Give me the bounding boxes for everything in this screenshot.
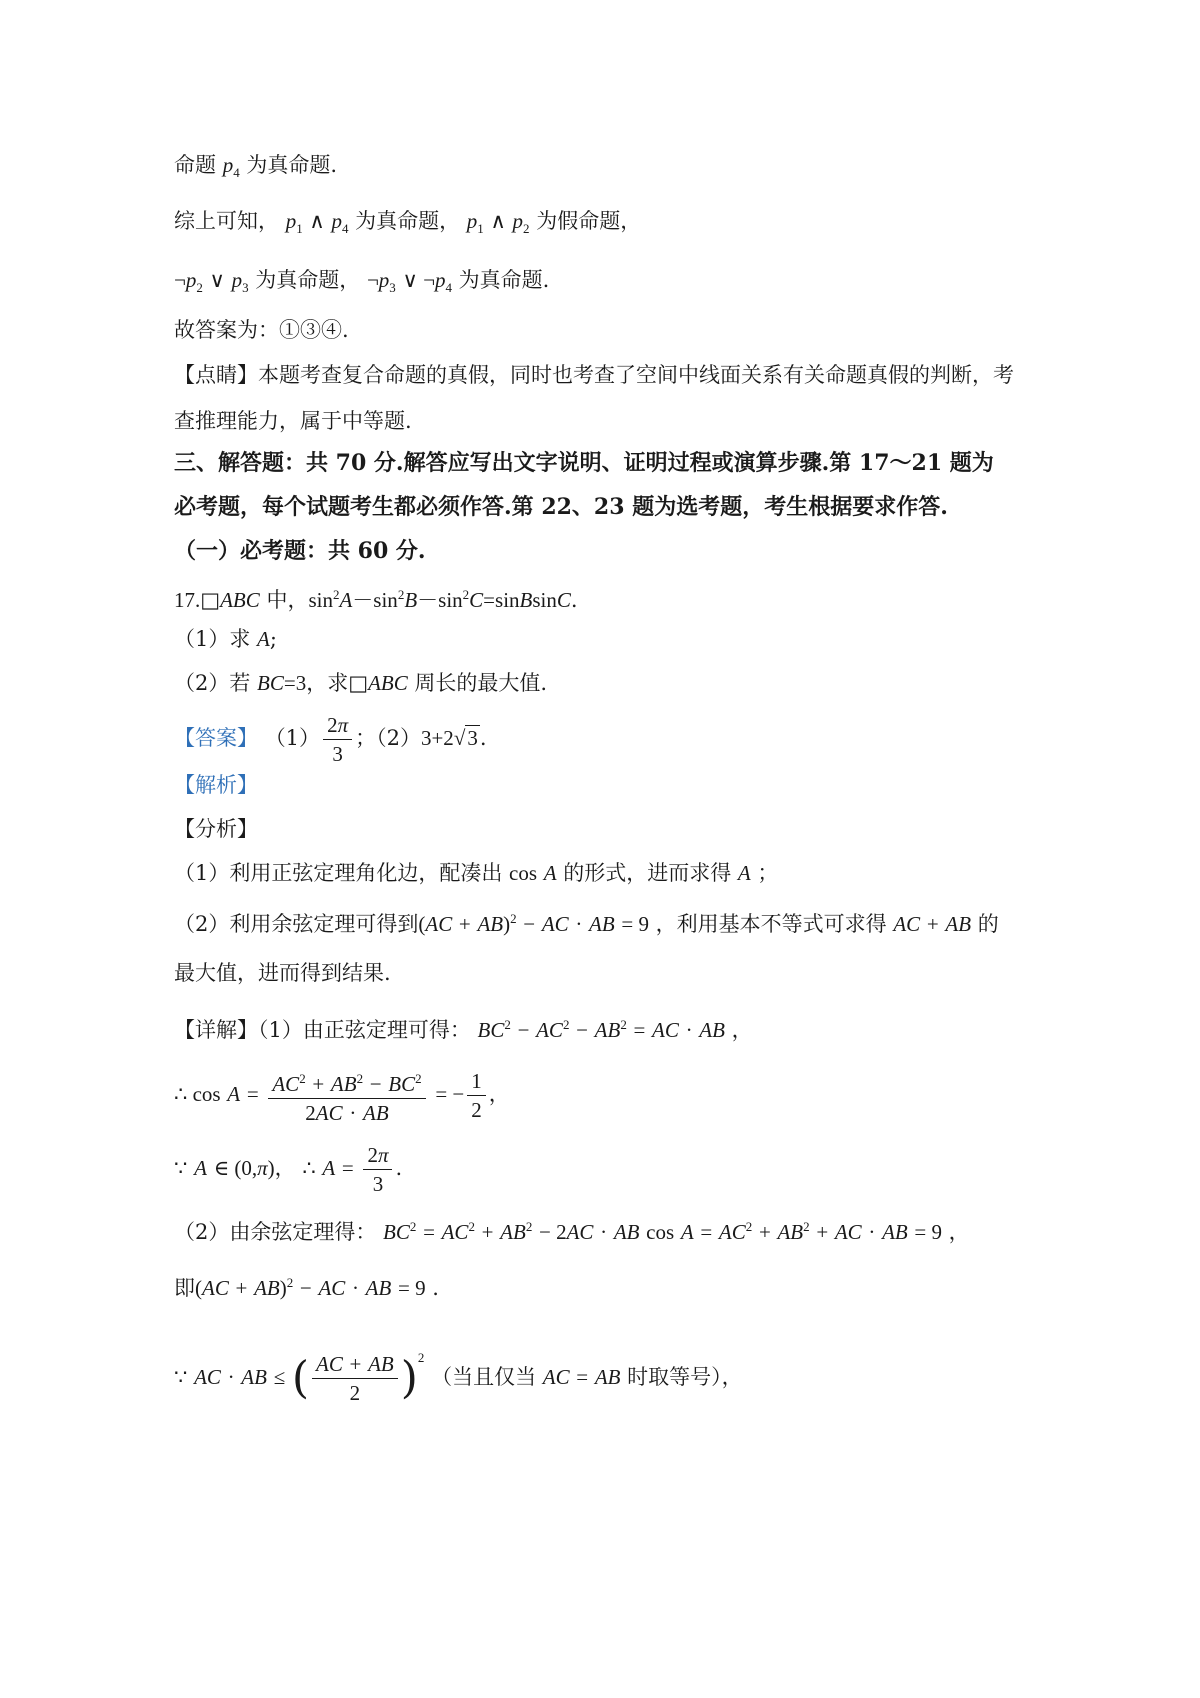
detail-2-cos: ∴ cos A = $\frac{AC^2 + AB^2 - BC^2}{2AC \cdot AB}$ = − $\frac{1}{2}$ ， [174,1064,510,1127]
section-heading-1: 三、解答题：共 70 分.解答应写出文字说明、证明过程或演算步骤.第 17～21 题为 [174,450,994,476]
line-summary: 综上可知， $p_1$ ∧ $p_4$ 为真命题， $p_1$ ∧ $p_2$ 为假命题， [174,209,642,237]
analysis-1: （1）利用正弦定理角化边，配凑出 cos A 的形式，进而求得 A ； [174,861,779,885]
detail-5: 即(AC + AB)$^2$ − AC · AB = 9 . [174,1275,439,1300]
question-17: 17.□ABC 中，$\sin^2A-\sin^2B-\sin^2C=sinBsinC$. [174,587,578,612]
detail-1: 【详解】（1）由正弦定理可得： $BC^2 - AC^2 - AB^2$ = AC · AB ， [174,1017,753,1042]
question-17-part-1: （1）求 A; [174,627,277,651]
answer-line: 【答案】 （1） $\frac{2\pi}{3}$ ；（2）3+2√3. [174,713,487,766]
question-17-part-2: （2）若 BC=3，求□ABC 周长的最大值. [174,671,548,695]
fraction-mean: $\frac{AC + AB}{2}$ [312,1350,398,1407]
line-p4-true: 命题 $p_4$ 为真命题. [174,153,338,181]
section-heading-3: （一）必考题：共 60 分. [174,538,426,564]
line-neg: $\neg p_2$ ∨ $p_3$ 为真命题， $\neg p_3$ ∨ $\neg p_4$ 为真命题. [174,268,550,296]
fraction-half: $\frac{1}{2}$ [467,1067,486,1124]
answer-label: 【答案】 [174,726,258,750]
line-dianjing: 【点睛】本题考查复合命题的真假，同时也考查了空间中线面关系有关命题真假的判断，考 [174,363,1014,387]
fraction-2pi-3: $\frac{2\pi}{3}$ [323,711,352,768]
line-dianjing-2: 查推理能力，属于中等题. [174,409,412,433]
fenxi-label: 【分析】 [174,817,258,841]
fraction-cos: $\frac{AC^2 + AB^2 - BC^2}{2AC \cdot AB}$ [268,1065,425,1127]
detail-6-inequality: ∵ AC · AB ≤ ( $\frac{AC + AB}{2}$ )$^2$ （当且仅当 AC = AB 时取等号）， [174,1350,743,1405]
line-answer-is: 故答案为：①③④. [174,318,349,342]
detail-3-range: ∵ A ∈ (0,π)， ∴ A = $\frac{2\pi}{3}$ . [174,1143,403,1196]
jiexi-label: 【解析】 [174,773,258,797]
detail-4-cosine-law: （2）由余弦定理得： $BC^2 = AC^2 + AB^2 - 2AC$ · AB $\cos A = AC^2 + AB^2$ + AC · AB = 9 ， [174,1219,970,1244]
section-heading-2: 必考题，每个试题考生都必须作答.第 22、23 题为选考题，考生根据要求作答. [174,494,948,520]
analysis-2: （2）利用余弦定理可得到(AC + AB)$^2$ − AC · AB = 9 ，利用基本不等式可求得 AC + AB 的 [174,911,999,936]
fraction-2pi-3-b: $\frac{2\pi}{3}$ [363,1141,392,1198]
analysis-3: 最大值，进而得到结果. [174,961,391,985]
